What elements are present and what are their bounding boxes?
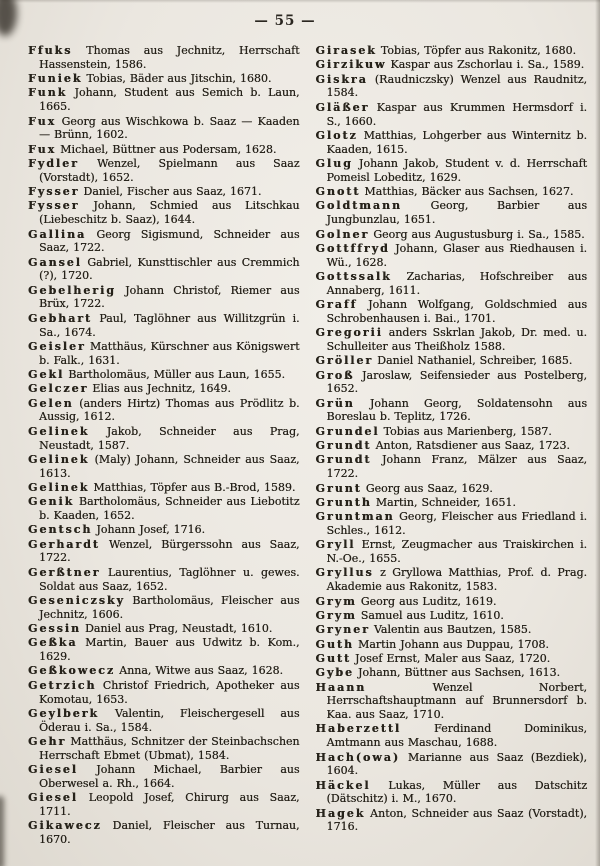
entry-surname: Gregorii (315, 326, 383, 340)
list-item: Funiek Tobias, Bäder aus Jitschin, 1680. (28, 72, 272, 86)
list-item: Grundel Tobias aus Marienberg, 1587. (315, 424, 552, 438)
column-right (316, 44, 588, 847)
list-item: Gebelherig Johann Christof, Riemer aus Brüx, 1722. (28, 283, 300, 311)
entry-surname: Gerßtner (28, 565, 101, 579)
entry-surname: Grunth (315, 495, 372, 509)
entry-surname: Gebhart (28, 311, 93, 325)
entry-surname: Gybe (315, 666, 354, 680)
entry-surname: Fysser (28, 185, 80, 199)
list-item: Hach(owa) Marianne aus Saaz (Bezdiek), 1604. (315, 750, 587, 778)
list-item: Grym Samuel aus Luditz, 1610. (315, 608, 504, 622)
list-item: Gelinek Jakob, Schneider aus Prag, Neustadt, 1587. (28, 424, 300, 452)
entry-surname: Gelinek (28, 424, 90, 438)
entry-surname: Geylberk (28, 706, 100, 720)
list-item: Gessin Daniel aus Prag, Neustadt, 1610. (28, 622, 273, 635)
entry-surname: Gutt (315, 651, 352, 665)
entry-surname: Fysser (28, 199, 80, 213)
list-item: Hagek Anton, Schneider aus Saaz (Vorstadt), 1716. (315, 806, 587, 834)
entry-surname: Geisler (28, 339, 86, 353)
entry-surname: Grym (315, 608, 357, 622)
list-item: Gottssalk Zacharias, Hofschreiber aus Annaberg, 1611. (315, 269, 587, 297)
list-item: Gelinek Matthias, Töpfer aus B.-Brod, 1589. (28, 480, 296, 494)
list-item: Gutt Josef Ernst, Maler aus Saaz, 1720. (315, 651, 551, 665)
entry-surname: Häckel (315, 778, 371, 792)
list-item: Geseniczsky Bartholomäus, Fleischer aus Jechnitz, 1606. (28, 593, 300, 621)
entry-surname: Gryll (315, 538, 356, 552)
entry-surname: Gebelherig (28, 283, 116, 297)
entry-surname: Fux (28, 142, 57, 156)
list-item: Golner Georg aus Augustusburg i. Sa., 1585. (315, 227, 585, 241)
entry-surname: Haberzettl (315, 722, 402, 736)
list-item: Gentsch Johann Josef, 1716. (28, 523, 206, 537)
entry-surname: Gläßer (315, 100, 370, 114)
entry-surname: Gentsch (28, 523, 93, 537)
entry-surname: Hach(owa) (315, 750, 401, 764)
entry-surname: Gelen (28, 396, 74, 410)
list-item: Fysser Daniel, Fischer aus Saaz, 1671. (28, 185, 262, 199)
scan-artifact-right-edge (595, 0, 600, 866)
list-item: Gehr Matthäus, Schnitzer der Steinbachschen Herrschaft Ebmet (Ubmat), 1584. (28, 734, 300, 762)
entry-surname: Gekl (28, 367, 65, 381)
entry-surname: Haann (315, 680, 367, 694)
entry-surname: Geßkowecz (28, 664, 116, 678)
entry-surname: Grundel (315, 424, 380, 438)
entry-surname: Gessin (28, 622, 81, 635)
entry-surname: Grundt (315, 439, 372, 453)
entry-surname: Gryllus (315, 566, 374, 580)
entry-surname: Gelinek (28, 480, 90, 494)
list-item: Grün Johann Georg, Soldatensohn aus Boreslau b. Teplitz, 1726. (315, 396, 587, 424)
list-item: Gansel Gabriel, Kunsttischler aus Cremmich (?), 1720. (28, 255, 300, 283)
list-item: Grym Georg aus Luditz, 1619. (315, 594, 497, 608)
entry-surname: Getrzich (28, 678, 97, 692)
scan-artifact-bottom-left-smudge (0, 796, 4, 866)
list-item: Gybe Johann, Büttner aus Sachsen, 1613. (315, 666, 561, 680)
entry-surname: Gröller (315, 354, 374, 368)
list-item: Geßka Martin, Bauer aus Udwitz b. Kom., 1629. (28, 636, 300, 664)
entry-surname: Gehr (28, 734, 67, 748)
list-item: Grundt Anton, Ratsdiener aus Saaz, 1723. (315, 439, 570, 453)
page-number: — 55 — (254, 13, 316, 29)
list-item: Giesel Leopold Josef, Chirurg aus Saaz, 1711. (28, 791, 300, 818)
list-item: Gebhart Paul, Taglöhner aus Willitzgrün i. Sa., 1674. (28, 311, 300, 339)
entry-surname: Hagek (315, 806, 366, 820)
list-item: Girzikuw Kaspar aus Zschorlau i. Sa., 1589. (315, 58, 585, 72)
list-item: Gekl Bartholomäus, Müller aus Laun, 1655. (28, 367, 286, 381)
list-item: Glug Johann Jakob, Student v. d. Herrschaft Pomeisl Lobeditz, 1629. (315, 156, 587, 184)
list-item: Haberzettl Ferdinand Dominikus, Amtmann aus Maschau, 1688. (315, 722, 587, 750)
scan-artifact-top-edge (0, 0, 600, 3)
entry-surname: Geßka (28, 636, 78, 650)
entry-surname: Ffuks (28, 44, 73, 57)
list-item: Getrzich Christof Friedrich, Apotheker aus Komotau, 1653. (28, 678, 300, 706)
list-item: Gryner Valentin aus Bautzen, 1585. (315, 623, 532, 637)
list-item: Grunth Martin, Schneider, 1651. (315, 495, 516, 509)
list-item: Fux Georg aus Wischkowa b. Saaz — Kaaden — Brünn, 1602. (28, 114, 300, 142)
list-item: Gläßer Kaspar aus Krummen Hermsdorf i. S., 1660. (315, 100, 587, 128)
list-item: Geßkowecz Anna, Witwe aus Saaz, 1628. (28, 664, 283, 678)
entry-surname: Funiek (28, 72, 83, 86)
entry-surname: Guth (315, 637, 354, 651)
entry-surname: Grundt (315, 453, 372, 467)
entry-surname: Goldtmann (315, 199, 402, 213)
entry-surname: Fux (28, 114, 57, 128)
list-item: Gnott Matthias, Bäcker aus Sachsen, 1627. (315, 185, 574, 199)
list-item: Gruntman Georg, Fleischer aus Friedland i. Schles., 1612. (315, 510, 587, 537)
entry-surname: Graff (315, 298, 358, 312)
entry-surname: Gottssalk (315, 269, 392, 283)
list-item: Guth Martin Johann aus Duppau, 1708. (315, 637, 549, 651)
entry-surname: Glotz (315, 128, 358, 142)
entry-surname: Geseniczsky (28, 593, 125, 607)
entry-surname: Gottffryd (315, 241, 390, 255)
list-item: Girasek Tobias, Töpfer aus Rakonitz, 1680. (315, 44, 577, 57)
list-item: Fydler Wenzel, Spielmann aus Saaz (Vorstadt), 1652. (28, 156, 300, 184)
entry-surname: Gnott (315, 185, 361, 199)
entry-surname: Gansel (28, 255, 82, 269)
entry-surname: Giskra (315, 72, 368, 86)
entry-surname: Gryner (315, 623, 370, 637)
list-item: Graff Johann Wolfgang, Goldschmied aus Schrobenhausen i. Bai., 1701. (315, 298, 587, 325)
entry-surname: Giesel (28, 763, 78, 777)
entry-surname: Grym (315, 594, 357, 608)
entry-surname: Gikawecz (28, 819, 102, 833)
list-item: Goldtmann Georg, Barbier aus Jungbunzlau, 1651. (315, 199, 587, 227)
list-item: Gottffryd Johann, Glaser aus Riedhausen i. Wü., 1628. (315, 241, 587, 269)
column-left (28, 44, 300, 847)
list-item: Fux Michael, Büttner aus Podersam, 1628. (28, 142, 277, 156)
list-item: Giesel Johann Michael, Barbier aus Oberwesel a. Rh., 1664. (28, 763, 300, 790)
entry-surname: Grün (315, 396, 355, 410)
list-item: Geylberk Valentin, Fleischergesell aus Öderau i. Sa., 1584. (28, 706, 300, 734)
list-item: Gregorii anders Sskrlan Jakob, Dr. med. u. Schulleiter aus Theißholz 1588. (315, 326, 587, 353)
entry-surname: Genik (28, 495, 75, 509)
list-item: Ffuks Thomas aus Jechnitz, Herrschaft Hassenstein, 1586. (28, 44, 300, 71)
entry-surname: Gerhardt (28, 537, 100, 551)
list-item: Fysser Johann, Schmied aus Litschkau (Liebeschitz b. Saaz), 1644. (28, 199, 300, 227)
list-item: Gryll Ernst, Zeugmacher aus Traiskirchen i. N.-Oe., 1655. (315, 538, 587, 566)
list-item: Gelczer Elias aus Jechnitz, 1649. (28, 382, 231, 396)
entry-surname: Gelinek (28, 452, 90, 466)
list-item: Häckel Lukas, Müller aus Datschitz (Dätschitz) i. M., 1670. (315, 778, 587, 806)
entry-surname: Fydler (28, 156, 79, 170)
list-item: Gikawecz Daniel, Fleischer aus Turnau, 1670. (28, 819, 300, 846)
list-item: Funk Johann, Student aus Semich b. Laun, 1665. (28, 86, 300, 114)
list-item: Grunt Georg aus Saaz, 1629. (315, 481, 493, 495)
entry-surname: Girasek (315, 44, 377, 57)
entry-surname: Grunt (315, 481, 362, 495)
list-item: Giskra (Raudniczsky) Wenzel aus Raudnitz, 1584. (315, 72, 587, 100)
list-item: Gröller Daniel Nathaniel, Schreiber, 1685. (315, 354, 573, 368)
entry-columns (28, 44, 587, 847)
list-item: Genik Bartholomäus, Schneider aus Liebotitz b. Kaaden, 1652. (28, 495, 300, 523)
entry-surname: Gruntman (315, 510, 395, 524)
list-item: Gelen (anders Hirtz) Thomas aus Prödlitz b. Aussig, 1612. (28, 396, 300, 424)
list-item: Gallina Georg Sigismund, Schneider aus Saaz, 1722. (28, 227, 300, 255)
entry-surname: Girzikuw (315, 58, 387, 72)
entry-surname: Golner (315, 227, 370, 241)
list-item: Groß Jaroslaw, Seifensieder aus Postelberg, 1652. (315, 368, 587, 396)
entry-surname: Glug (315, 156, 353, 170)
list-item: Grundt Johann Franz, Mälzer aus Saaz, 1722. (315, 453, 587, 481)
list-item: Gerßtner Laurentius, Taglöhner u. gewes. Soldat aus Saaz, 1652. (28, 565, 300, 593)
list-item: Geisler Matthäus, Kürschner aus Königswert b. Falk., 1631. (28, 339, 300, 367)
entry-surname: Gelczer (28, 382, 89, 396)
list-item: Glotz Matthias, Lohgerber aus Winternitz b. Kaaden, 1615. (315, 128, 587, 156)
entry-surname: Giesel (28, 791, 78, 805)
list-item: Haann Wenzel Norbert, Herrschaftshauptmann auf Brunnersdorf b. Kaa. aus Saaz, 1710. (315, 680, 587, 722)
list-item: Gerhardt Wenzel, Bürgerssohn aus Saaz, 1722. (28, 537, 300, 565)
list-item: Gryllus z Gryllowa Matthias, Prof. d. Prag. Akademie aus Rakonitz, 1583. (315, 566, 587, 594)
entry-surname: Groß (315, 368, 355, 382)
entry-surname: Gallina (28, 227, 87, 241)
entry-surname: Funk (28, 86, 68, 100)
list-item: Gelinek (Maly) Johann, Schneider aus Saaz, 1613. (28, 452, 300, 480)
